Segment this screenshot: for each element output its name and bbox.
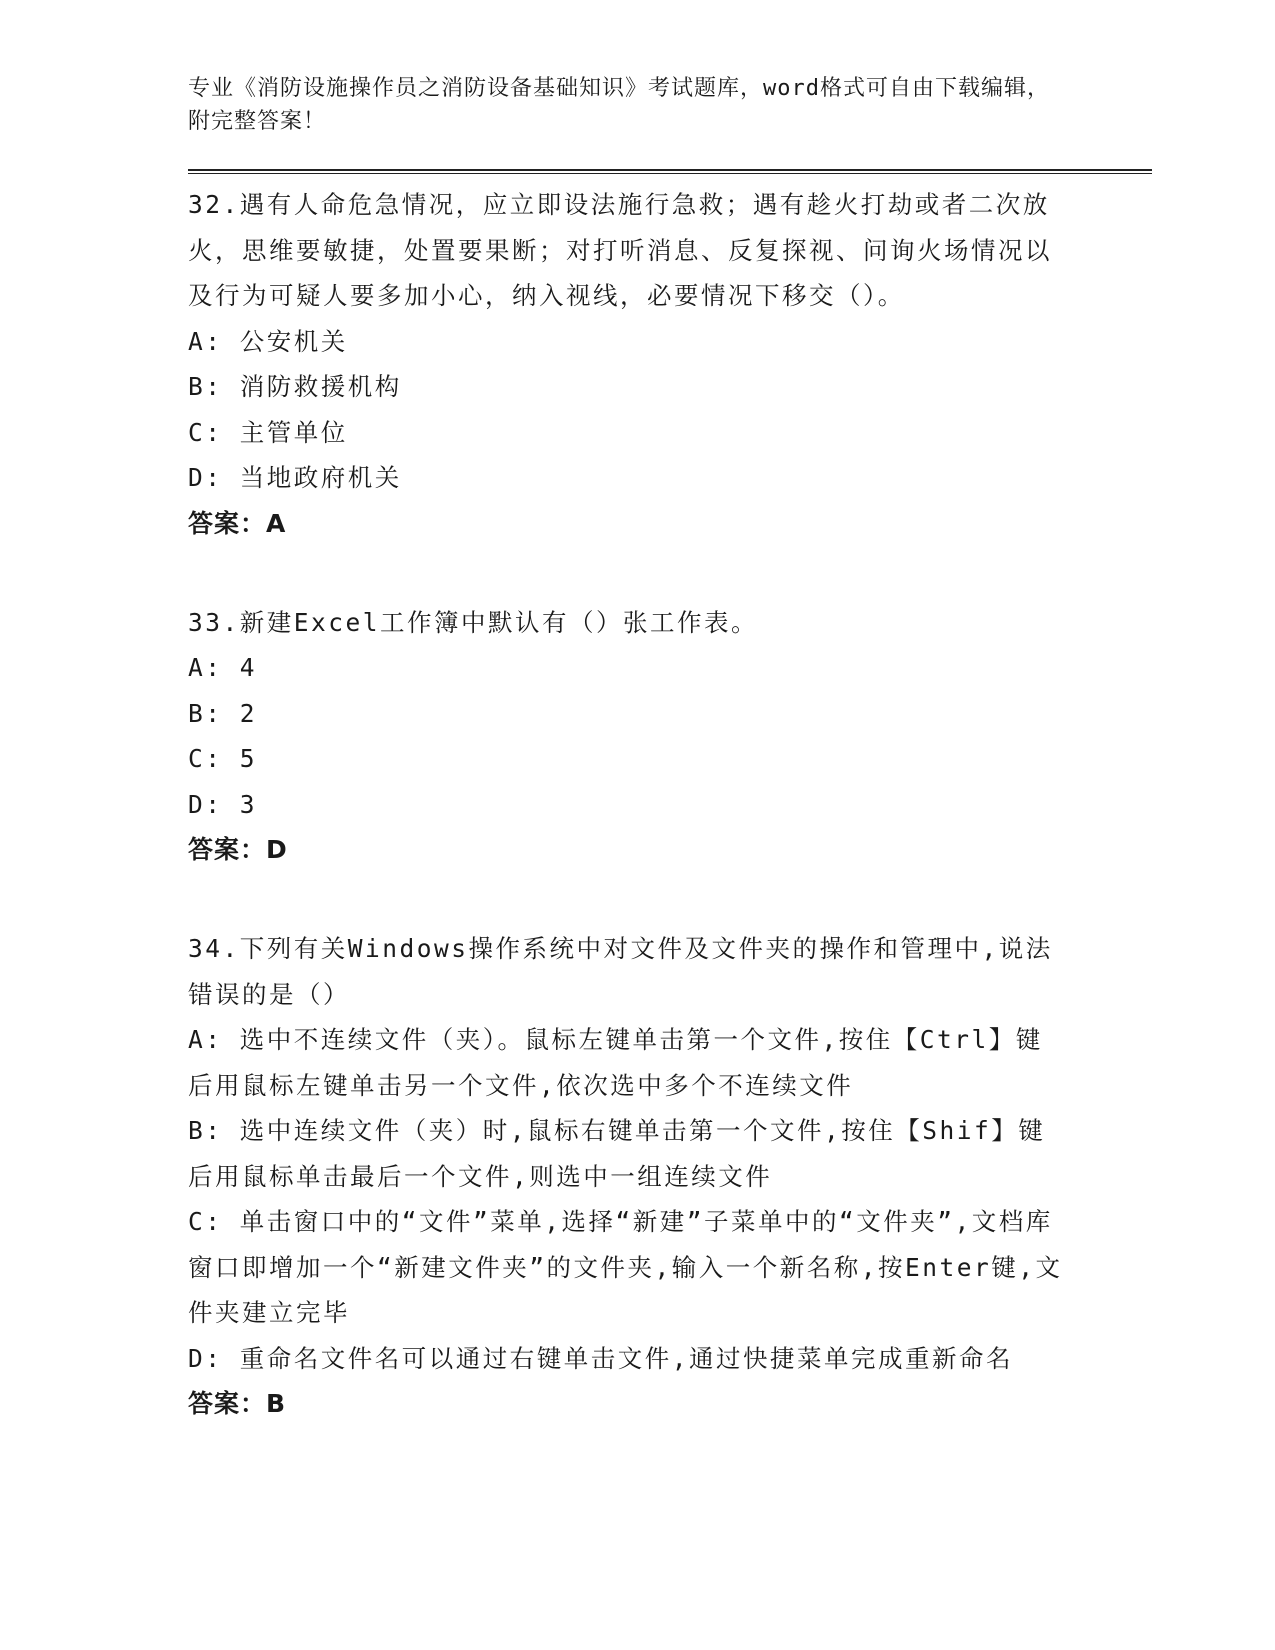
question-34 xyxy=(188,926,1148,1426)
question-stem: 32.遇有人命危急情况，应立即设法施行急救；遇有趁火打劫或者二次放火，思维要敏捷，处置要果断；对打听消息、反复探视、问询火场情况以及行为可疑人要多加小心，纳入视线，必要情况下移交（）。 xyxy=(188,190,1052,310)
option-a: A: 选中不连续文件（夹）。鼠标左键单击第一个文件,按住【Ctrl】键后用鼠标左键单击另一个文件,依次选中多个不连续文件 xyxy=(188,1025,1043,1100)
option-c: C: 主管单位 xyxy=(188,417,348,447)
option-a: A: 4 xyxy=(188,653,258,682)
option-d: D: 当地政府机关 xyxy=(188,463,402,492)
option-c: C: 单击窗口中的“文件”菜单,选择“新建”子菜单中的“文件夹”,文档库窗口即增加一个“新建文件夹”的文件夹,输入一个新名称,按Enter键,文件夹建立完毕 xyxy=(188,1207,1063,1327)
header-divider xyxy=(188,169,1152,174)
answer-line: 答案：D xyxy=(188,835,288,864)
question-33 xyxy=(188,600,1148,873)
question-stem: 34.下列有关Windows操作系统中对文件及文件夹的操作和管理中,说法错误的是（） xyxy=(188,934,1053,1009)
answer-line: 答案：A xyxy=(188,508,287,538)
option-d: D: 3 xyxy=(188,789,258,819)
answer-line: 答案：B xyxy=(188,1389,287,1418)
option-d: D: 重命名文件名可以通过右键单击文件,通过快捷菜单完成重新命名 xyxy=(188,1343,1013,1373)
document-page xyxy=(188,72,1148,1426)
question-stem: 33.新建Excel工作簿中默认有（）张工作表。 xyxy=(188,607,759,637)
option-b: B: 消防救援机构 xyxy=(188,372,402,401)
option-a: A: 公安机关 xyxy=(188,326,348,356)
option-c: C: 5 xyxy=(188,744,258,773)
question-32 xyxy=(188,182,1148,546)
option-b: B: 2 xyxy=(188,698,258,728)
document-header: 专业《消防设施操作员之消防设备基础知识》考试题库，word格式可自由下载编辑，附完整答案！ xyxy=(188,76,1050,134)
option-b: B: 选中连续文件（夹）时,鼠标右键单击第一个文件,按住【Shif】键后用鼠标单击最后一个文件,则选中一组连续文件 xyxy=(188,1116,1046,1191)
